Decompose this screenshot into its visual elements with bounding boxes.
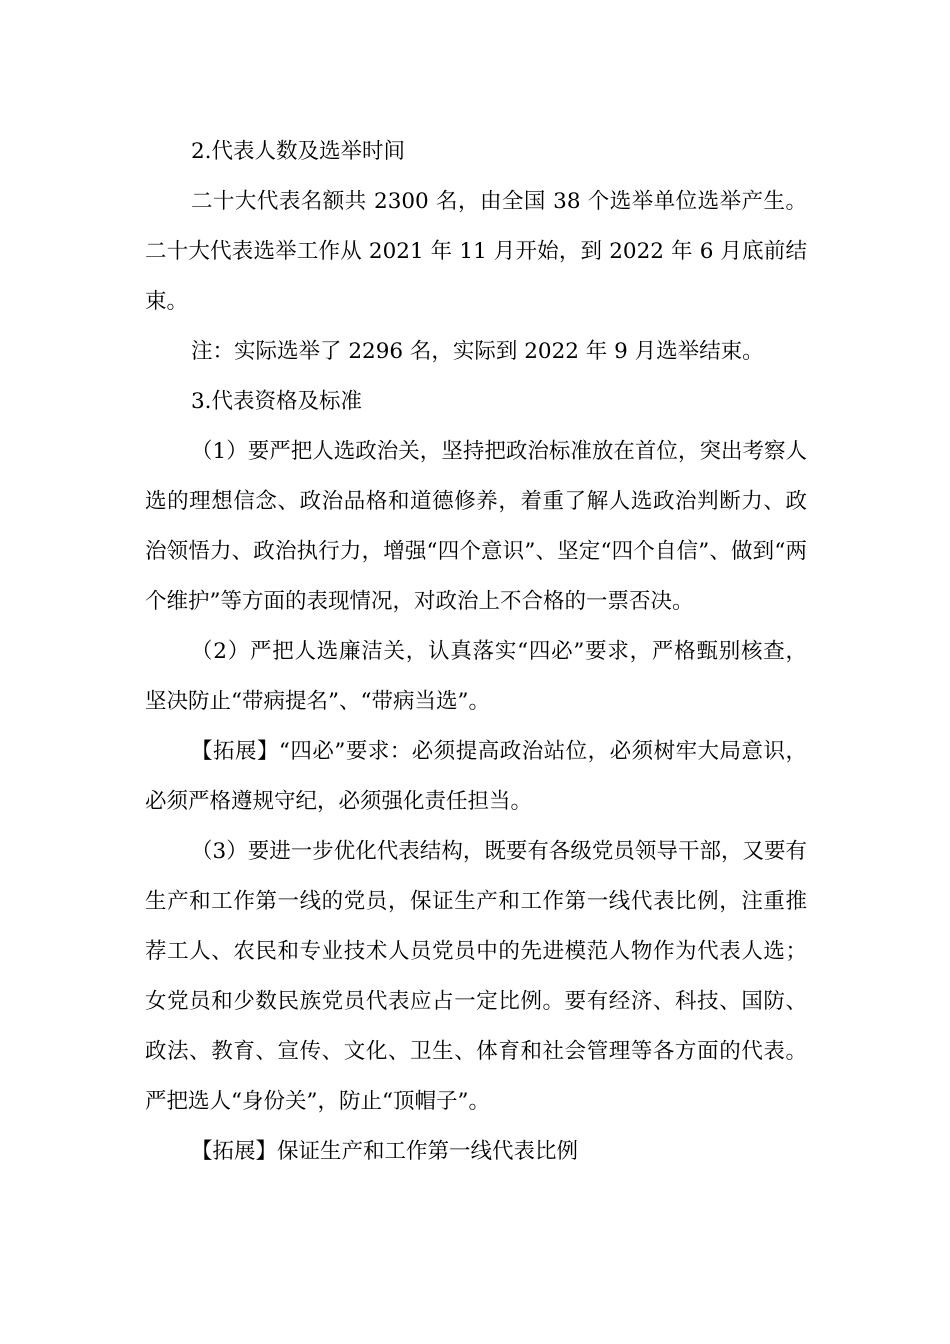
paragraph-extension-1: 【拓展】“四必”要求：必须提高政治站位，必须树牢大局意识，必须严格遵规守纪，必须强化责任担当。 (145, 739, 807, 814)
document-page (145, 127, 807, 1177)
paragraph-item-1: （1）要严把人选政治关，坚持把政治标准放在首位，突出考察人选的理想信念、政治品格和道德修养，着重了解人选政治判断力、政治领悟力、政治执行力，增强“四个意识”、坚定“四个自信”、做到“两个维护”等方面的表现情况，对政治上不合格的一票否决。 (145, 439, 807, 614)
paragraph-note: 注：实际选举了 2296 名，实际到 2022 年 9 月选举结束。 (191, 339, 764, 364)
paragraph-extension-2: 【拓展】保证生产和工作第一线代表比例 (191, 1139, 579, 1164)
paragraph-quota: 二十大代表名额共 2300 名，由全国 38 个选举单位选举产生。二十大代表选举工作从 2021 年 11 月开始，到 2022 年 6 月底前结束。 (145, 189, 807, 314)
section-heading-3: 3.代表资格及标准 (191, 389, 363, 414)
section-heading-2: 2.代表人数及选举时间 (191, 139, 406, 164)
paragraph-item-3: （3）要进一步优化代表结构，既要有各级党员领导干部，又要有生产和工作第一线的党员，保证生产和工作第一线代表比例，注重推荐工人、农民和专业技术人员党员中的先进模范人物作为代表人选；女党员和少数民族党员代表应占一定比例。要有经济、科技、国防、政法、教育、宣传、文化、卫生、体育和社会管理等各方面的代表。严把选人“身份关”，防止“顶帽子”。 (145, 839, 807, 1114)
paragraph-item-2: （2）严把人选廉洁关，认真落实“四必”要求，严格甄别核查，坚决防止“带病提名”、“带病当选”。 (145, 639, 807, 714)
